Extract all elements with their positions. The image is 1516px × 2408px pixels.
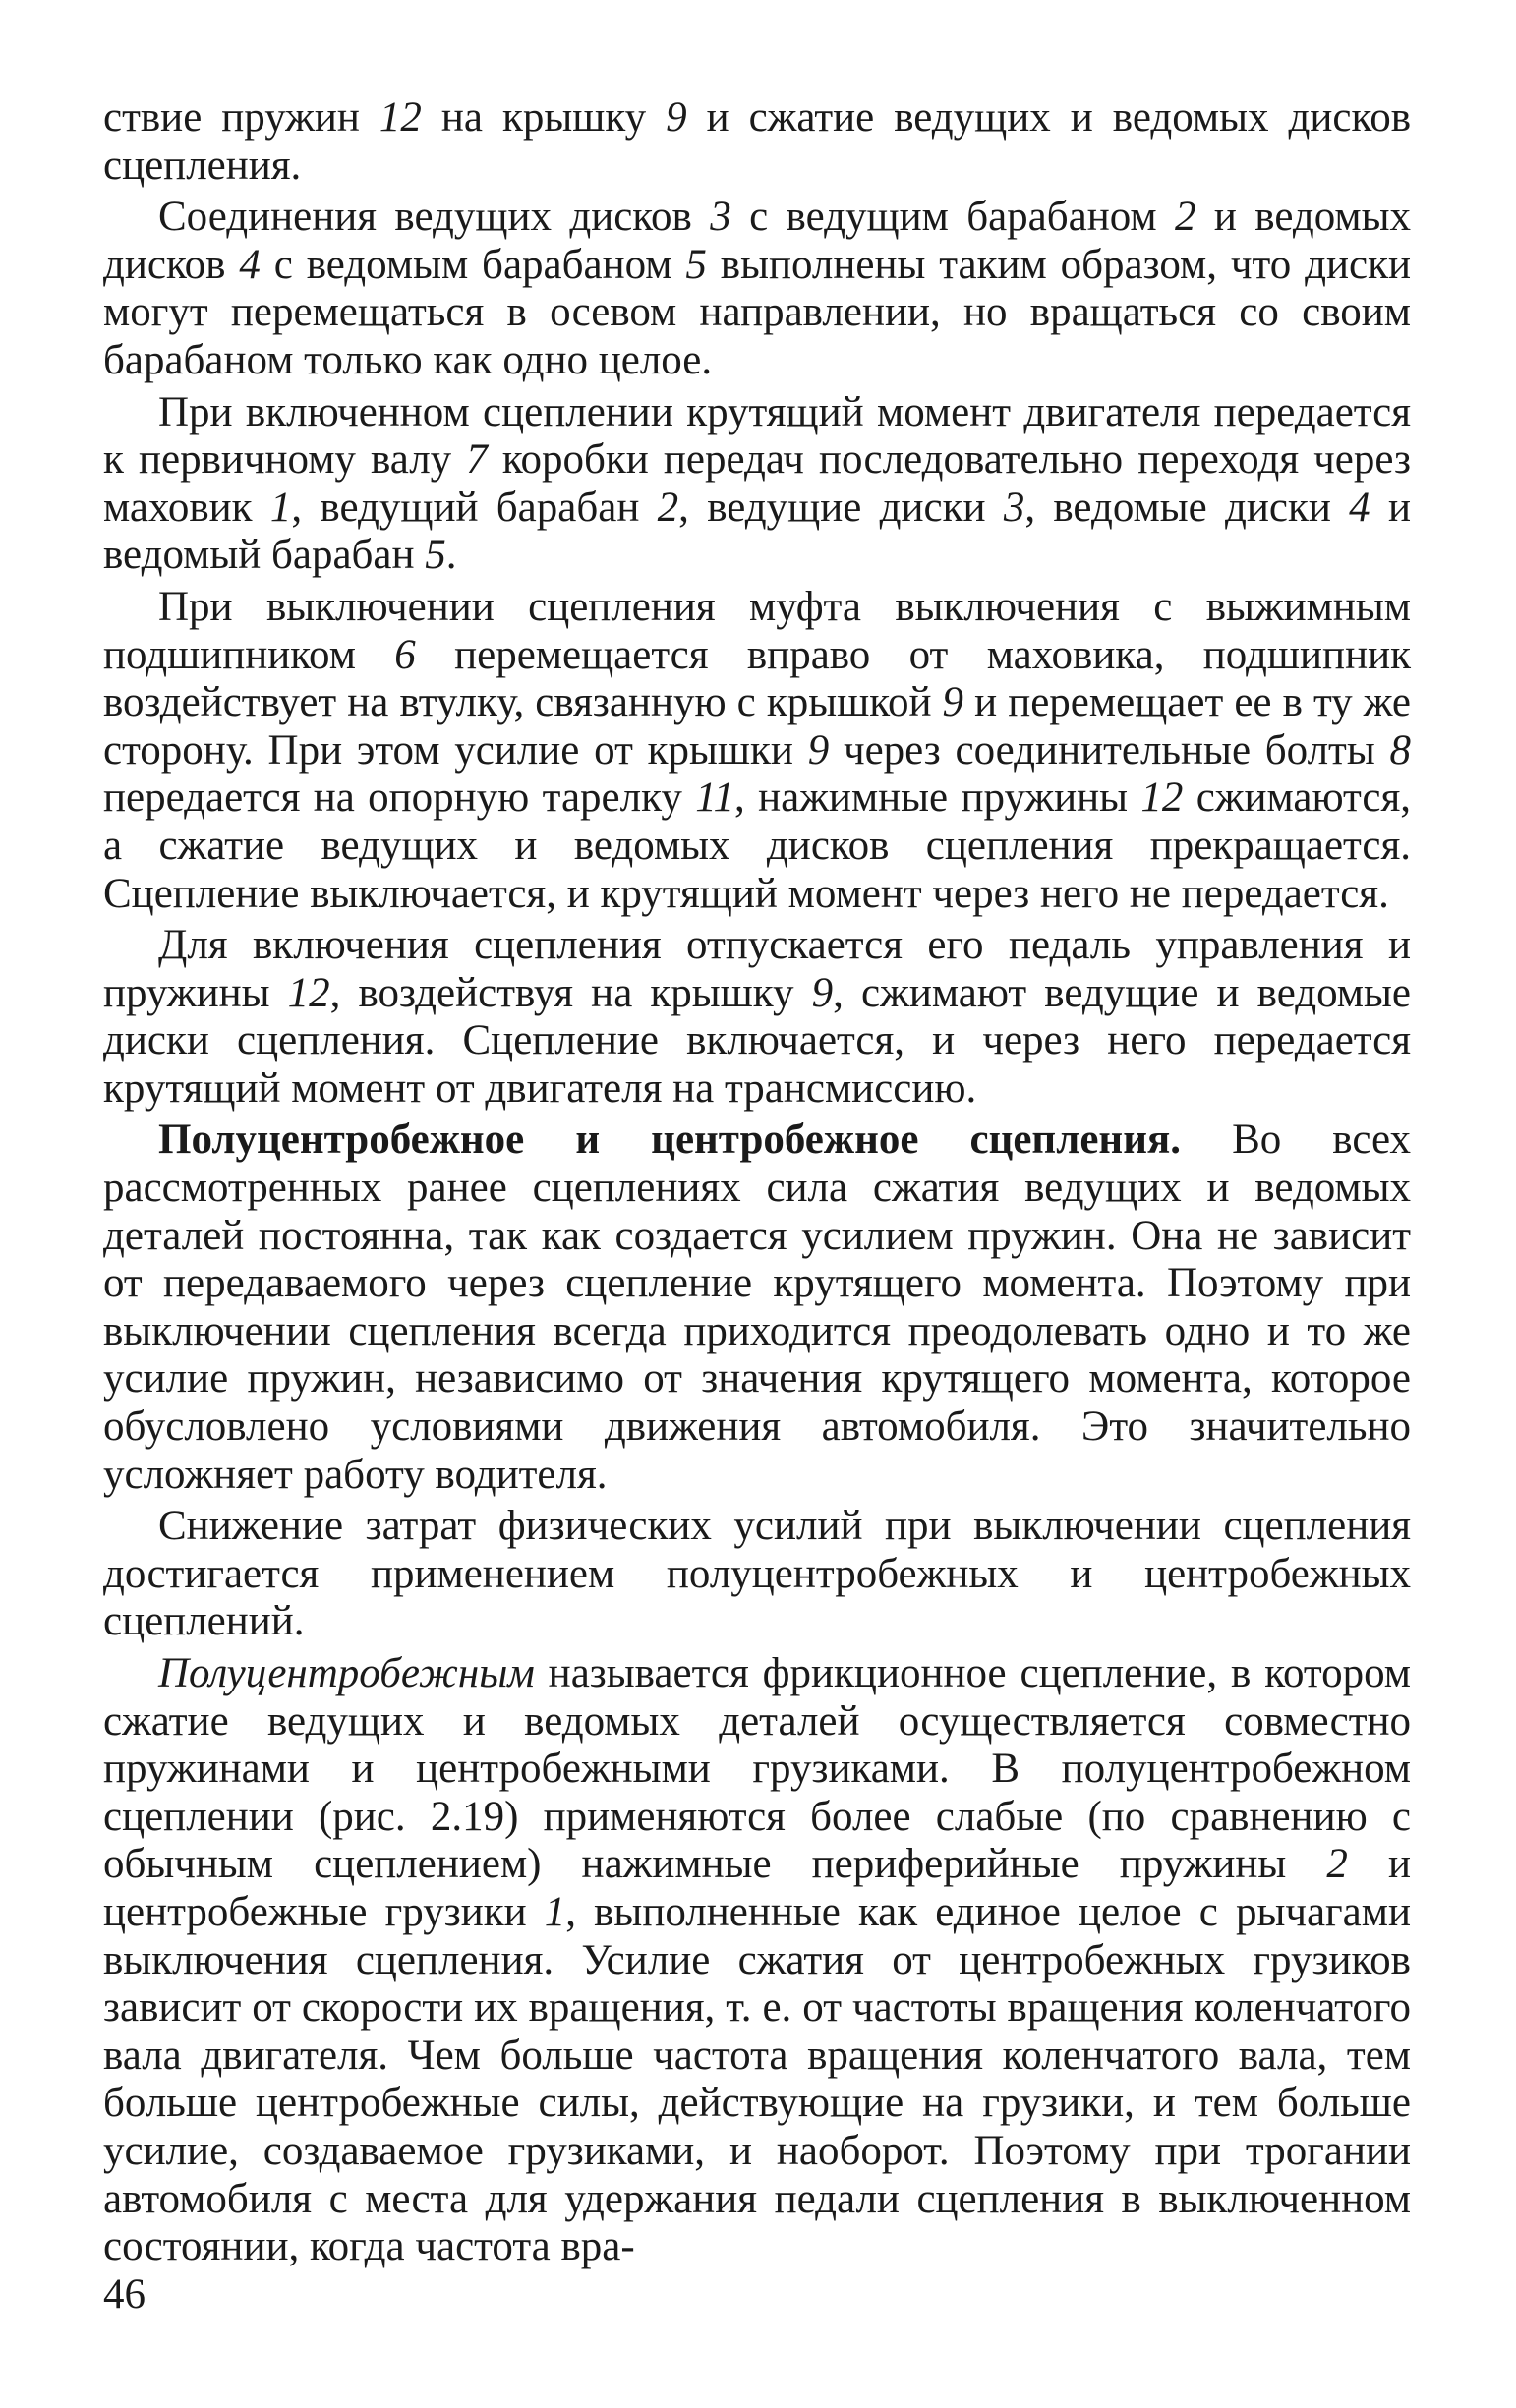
text-run: передается на опорную тарелку — [103, 774, 696, 822]
text-run: , нажимные пружины — [734, 774, 1141, 822]
text-run: с ведомым барабаном — [260, 241, 686, 288]
text-run: . — [445, 532, 457, 579]
paragraph — [103, 1650, 1411, 2271]
italic-ref: 1 — [269, 484, 292, 531]
italic-ref: 2 — [1326, 1841, 1348, 1888]
italic-ref: 4 — [1349, 484, 1370, 531]
italic-ref: 4 — [239, 241, 261, 288]
text-run: , ведомые диски — [1024, 484, 1350, 531]
text-run: При включенном сцеплении крутящий момент двигателя передается к первичному валу — [103, 388, 1411, 484]
text-run: , выполненные как единое целое с рычагами выключения сцепления. Усилие сжатия от центробежных грузиков зависит от скорости их вращения, т. е. от частоты вращения коленчатого вала двигателя. Чем больше частота вращения коленчатого вала, тем больше центробежные силы, действующие на грузики, и тем больше усилие, создаваемое грузиками, и наоборот. Поэтому при трогании автомобиля с места для удержания педали сцепления в выключенном состоянии, когда частота вра- — [103, 1888, 1411, 2270]
text-run: , воздействуя на крышку — [329, 969, 812, 1016]
italic-ref: Полуцентробежным — [158, 1650, 535, 1696]
italic-ref: 11 — [695, 774, 735, 822]
text-run: и ведомых дисков — [103, 194, 1411, 288]
text-run: коробки передач последовательно переходя через маховик — [103, 436, 1411, 531]
text-run: сжимаются, а сжатие ведущих и ведомых дисков сцепления прекращается. Сцепление выключается, и крутящий момент через него не передается. — [103, 774, 1411, 917]
text-run: и центробежные грузики — [103, 1841, 1411, 1935]
italic-ref: 7 — [466, 436, 488, 484]
text-run: Снижение затрат физических усилий при выключении сцепления достигается применением полуцентробежных и центробежных сцеплений. — [103, 1503, 1411, 1645]
italic-ref: 9 — [666, 94, 687, 141]
paragraph — [103, 94, 1411, 190]
paragraph — [103, 584, 1411, 918]
italic-ref: 3 — [1003, 484, 1025, 531]
italic-ref: 1 — [544, 1888, 566, 1935]
text-run: Для включения сцепления отпускается его педаль управления и пружины — [103, 922, 1411, 1016]
italic-ref: 8 — [1389, 726, 1412, 774]
text-run: и ведомый барабан — [103, 484, 1411, 579]
text-run: Соединения ведущих дисков — [158, 194, 711, 241]
text-run: При выключении сцепления муфта выключения с выжимным подшипником — [103, 583, 1411, 678]
text-run: на крышку — [421, 94, 667, 141]
text-run: выполнены таким образом, что диски могут перемещаться в осевом направлении, но вращаться со своим барабаном только как одно целое. — [103, 241, 1411, 383]
paragraph — [103, 1117, 1411, 1499]
paragraph — [103, 922, 1411, 1113]
italic-ref: 2 — [1175, 194, 1196, 241]
text-run: и сжатие ведущих и ведомых дисков сцепления. — [103, 94, 1411, 189]
page-body — [103, 94, 1411, 2275]
italic-ref: 5 — [425, 532, 446, 579]
italic-ref: 9 — [811, 969, 834, 1016]
italic-ref: 9 — [942, 679, 964, 726]
italic-ref: 12 — [1140, 774, 1184, 822]
paragraph — [103, 1503, 1411, 1646]
italic-ref: 2 — [657, 484, 679, 531]
paragraph — [103, 389, 1411, 580]
text-run: перемещается вправо от маховика, подшипник воздействует на втулку, связанную с крышкой — [103, 631, 1411, 726]
text-run: , ведущий барабан — [291, 484, 658, 531]
page-number: 46 — [103, 2271, 146, 2318]
bold-heading: Полуцентробежное и центробежное сцепления. — [158, 1117, 1181, 1164]
italic-ref: 6 — [394, 631, 416, 678]
text-run: через соединительные болты — [829, 726, 1390, 774]
text-run: Во всех рассмотренных ранее сцеплениях сила сжатия ведущих и ведомых деталей постоянна, так как создается усилием пружин. Она не зависит от передаваемого через сцепление крутящего момента. Поэтому при выключении сцепления всегда приходится преодолевать одно и то же усилие пружин, независимо от значения крутящего момента, которое обусловлено условиями движения автомобиля. Это значительно усложняет работу водителя. — [103, 1117, 1411, 1498]
text-run: и перемещает ее в ту же сторону. При этом усилие от крышки — [103, 679, 1411, 774]
text-run: , сжимают ведущие и ведомые диски сцепления. Сцепление включается, и через него передается крутящий момент от двигателя на трансмиссию. — [103, 969, 1411, 1112]
text-run: , ведущие диски — [678, 484, 1004, 531]
italic-ref: 3 — [710, 194, 731, 241]
italic-ref: 12 — [379, 94, 422, 141]
italic-ref: 9 — [807, 726, 830, 774]
text-run: ствие пружин — [103, 94, 379, 141]
italic-ref: 12 — [287, 969, 330, 1016]
paragraph — [103, 194, 1411, 384]
text-run: с ведущим барабаном — [730, 194, 1175, 241]
text-run: называется фрикционное сцепление, в котором сжатие ведущих и ведомых деталей осуществляется совместно пружинами и центробежными грузиками. В полуцентробежном сцеплении (рис. 2.19) применяются более слабые (по сравнению с обычным сцеплением) нажимные периферийные пружины — [103, 1650, 1411, 1888]
italic-ref: 5 — [685, 241, 707, 288]
